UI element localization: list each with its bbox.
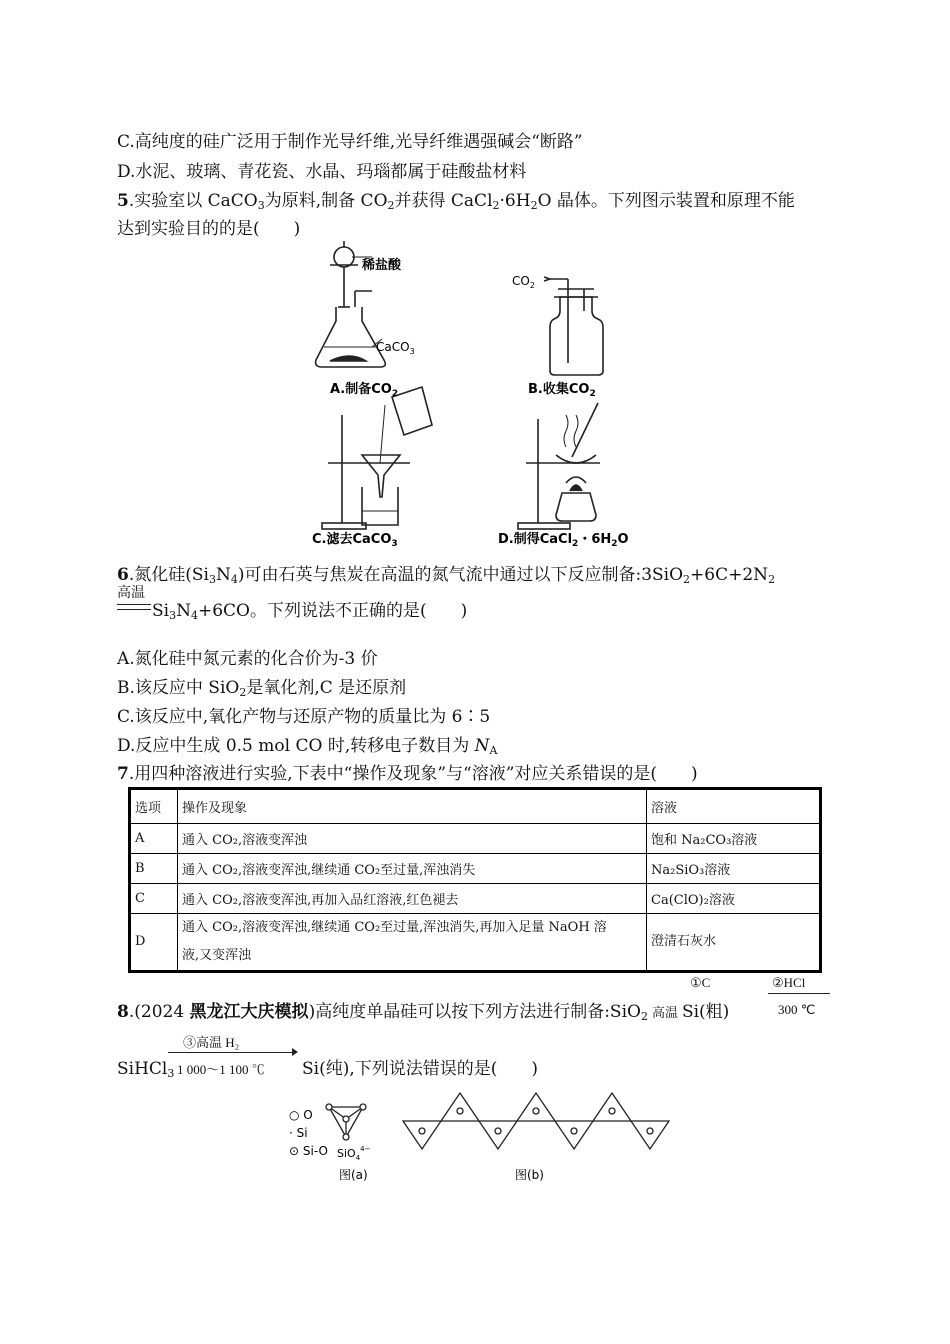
- q8-sihcl3: SiHCl: [117, 1059, 168, 1079]
- table-row: [130, 824, 821, 854]
- header-solution: 溶液: [647, 789, 821, 824]
- q5-stem-line2: 达到实验目的的是( ): [117, 219, 301, 239]
- q8-step3-condition: 1 000～1 100 ℃: [177, 1062, 265, 1077]
- table-header-row: [130, 789, 821, 824]
- q5-apparatus-figure: [300, 235, 660, 555]
- header-option: 选项: [130, 789, 178, 824]
- q5-stem-part: 为原料,制备 CO: [264, 191, 388, 211]
- q6-stem-line2: $Si_3N_4+6CO$。下列说法不正确的是( ): [152, 601, 468, 622]
- q8-step2-reagent: ②HCl: [772, 975, 806, 990]
- label-caco3: CaCO$_3$: [376, 340, 415, 356]
- legend-silicon: · Si: [289, 1126, 308, 1140]
- q6-stem-part: )可由石英与焦炭在高温的氮气流中通过以下反应制备:3SiO: [237, 565, 684, 585]
- caption-d: D.制得CaCl$_2$・$6H_2O$: [498, 532, 629, 549]
- q8-stem-part: )高纯度单晶硅可以按下列方法进行制备:SiO: [308, 1002, 641, 1022]
- q6-option-c: C.该反应中,氧化产物与还原产物的质量比为 6∶5: [117, 707, 491, 727]
- table-row: [130, 914, 821, 972]
- caption-figure-a: 图(a): [339, 1168, 368, 1182]
- q8-step1-condition: 高温: [651, 1006, 678, 1021]
- q6-product: N: [176, 601, 191, 621]
- label-sio4: SiO$_4^{4-}$: [337, 1145, 371, 1162]
- q6-stem-part: +6C+2N: [690, 565, 769, 585]
- q5-stem-part: ·6H: [499, 191, 531, 211]
- q6-product: Si: [152, 601, 170, 621]
- cell-operation-line1: 通入 CO₂,溶液变浑浊,继续通 CO₂至过量,浑浊消失,再加入足量 NaOH 溶: [182, 920, 607, 935]
- q8-stem: 8.(2024 黑龙江大庆模拟)高纯度单晶硅可以按下列方法进行制备:SiO$_2$ 高温 Si(粗): [117, 1002, 730, 1023]
- avogadro-symbol: N: [474, 736, 490, 756]
- q8-step3-reagent: ③高温 H₂: [183, 1035, 240, 1050]
- label-co2-inlet: $CO_2$: [512, 274, 535, 290]
- q8-line2: SiHCl$_3$: [117, 1059, 175, 1080]
- cell-solution: Na₂SiO₃溶液: [647, 854, 821, 884]
- table-row: [130, 854, 821, 884]
- q8-step2-condition: 300 ℃: [778, 1002, 816, 1017]
- q6-reaction-condition: 高温: [117, 585, 145, 601]
- cell-solution: Ca(ClO)₂溶液: [647, 884, 821, 914]
- q5-stem-part: O 晶体。下列图示装置和原理不能: [537, 191, 795, 211]
- legend-oxygen: ○ O: [289, 1108, 313, 1122]
- cell-operation: [178, 914, 647, 972]
- silicate-chain: [403, 1093, 669, 1149]
- apparatus-d-evaporation: [518, 403, 600, 529]
- q8-source: 黑龙江大庆模拟: [189, 1002, 309, 1022]
- q8-step3-arrow: [168, 1052, 294, 1053]
- q8-crude-si: Si(粗): [681, 1002, 730, 1022]
- q6-stem-part: +6CO。下列说法不正确的是( ): [197, 601, 468, 621]
- q7-table: [128, 787, 822, 973]
- label-dilute-acid: 稀盐酸: [362, 258, 402, 273]
- q4-option-c: C.高纯度的硅广泛用于制作光导纤维,光导纤维遇强碱会“断路”: [117, 132, 583, 152]
- q6-option-a: A.氮化硅中氮元素的化合价为-3 价: [117, 649, 378, 669]
- q5-stem-part: .实验室以 CaCO: [128, 191, 258, 211]
- cell-operation: 通入 CO₂,溶液变浑浊,继续通 CO₂至过量,浑浊消失: [178, 854, 647, 884]
- table-row: [130, 884, 821, 914]
- q7-stem-text: .用四种溶液进行实验,下表中“操作及现象”与“溶液”对应关系错误的是( ): [128, 764, 698, 784]
- q7-stem: [117, 762, 698, 786]
- q8-line2-tail: Si(纯),下列说法错误的是( ): [302, 1059, 539, 1079]
- sio4-tetrahedron: [326, 1104, 366, 1140]
- q8-step2-arrow: [768, 993, 830, 994]
- cell-solution: 澄清石灰水: [647, 914, 821, 972]
- legend-si-o: ⊙ Si-O: [289, 1144, 328, 1158]
- q8-number: 8: [117, 1002, 129, 1022]
- q8-step1-reagent: ①C: [690, 975, 711, 990]
- q6-stem-part: .氮化硅(Si: [128, 565, 209, 585]
- cell-option: D: [130, 914, 178, 972]
- apparatus-c-filtration: [322, 387, 432, 529]
- caption-c: C.滤去CaCO$_3$: [312, 532, 398, 549]
- q6-equals-sign: [117, 604, 151, 610]
- q5-stem-part: 并获得 CaCl: [394, 191, 493, 211]
- cell-operation: 通入 CO₂,溶液变浑浊,再加入品红溶液,红色褪去: [178, 884, 647, 914]
- cell-operation: 通入 CO₂,溶液变浑浊: [178, 824, 647, 854]
- q5-number: 5: [117, 191, 129, 211]
- cell-operation-line2: 液,又变浑浊: [182, 948, 252, 963]
- q4-option-d: D.水泥、玻璃、青花瓷、水晶、玛瑙都属于硅酸盐材料: [117, 162, 527, 182]
- q5-stem: 5.实验室以 CaCO$_3$为原料,制备 $CO_2$并获得 $CaCl_2\cdot 6H_2O$ 晶体。下列图示装置和原理不能: [117, 191, 795, 212]
- q8-structure-figure: [285, 1085, 675, 1185]
- arrowhead-icon: [292, 1048, 298, 1056]
- q6-option-d: [117, 734, 497, 763]
- q7-number: 7: [117, 764, 129, 784]
- q8-stem-part: .(2024: [128, 1002, 190, 1022]
- apparatus-b-gas-bottle: [544, 277, 603, 375]
- header-operation: 操作及现象: [178, 789, 647, 824]
- caption-figure-b: 图(b): [515, 1168, 544, 1182]
- q6-option-d-part: D.反应中生成 0.5 mol CO 时,转移电子数目为: [117, 736, 475, 756]
- cell-option: A: [130, 824, 178, 854]
- avogadro-subscript: A: [489, 744, 498, 757]
- q6-option-b-part: B.该反应中 SiO: [117, 678, 240, 698]
- caption-a: A.制备$CO_2$: [330, 382, 399, 399]
- q6-option-b-part: 是氧化剂,C 是还原剂: [246, 678, 407, 698]
- q6-stem-part: N: [215, 565, 231, 585]
- cell-option: B: [130, 854, 178, 884]
- q6-number: 6: [117, 565, 129, 585]
- q6-stem: 6.氮化硅$(Si_3N_4)$可由石英与焦炭在高温的氮气流中通过以下反应制备$:3SiO_2+6C+2N_2$: [117, 565, 776, 586]
- cell-solution: 饱和 Na₂CO₃溶液: [647, 824, 821, 854]
- q6-option-b: B.该反应中 SiO$_2$是氧化剂,C 是还原剂: [117, 678, 407, 699]
- caption-b: B.收集$CO_2$: [528, 382, 596, 399]
- cell-option: C: [130, 884, 178, 914]
